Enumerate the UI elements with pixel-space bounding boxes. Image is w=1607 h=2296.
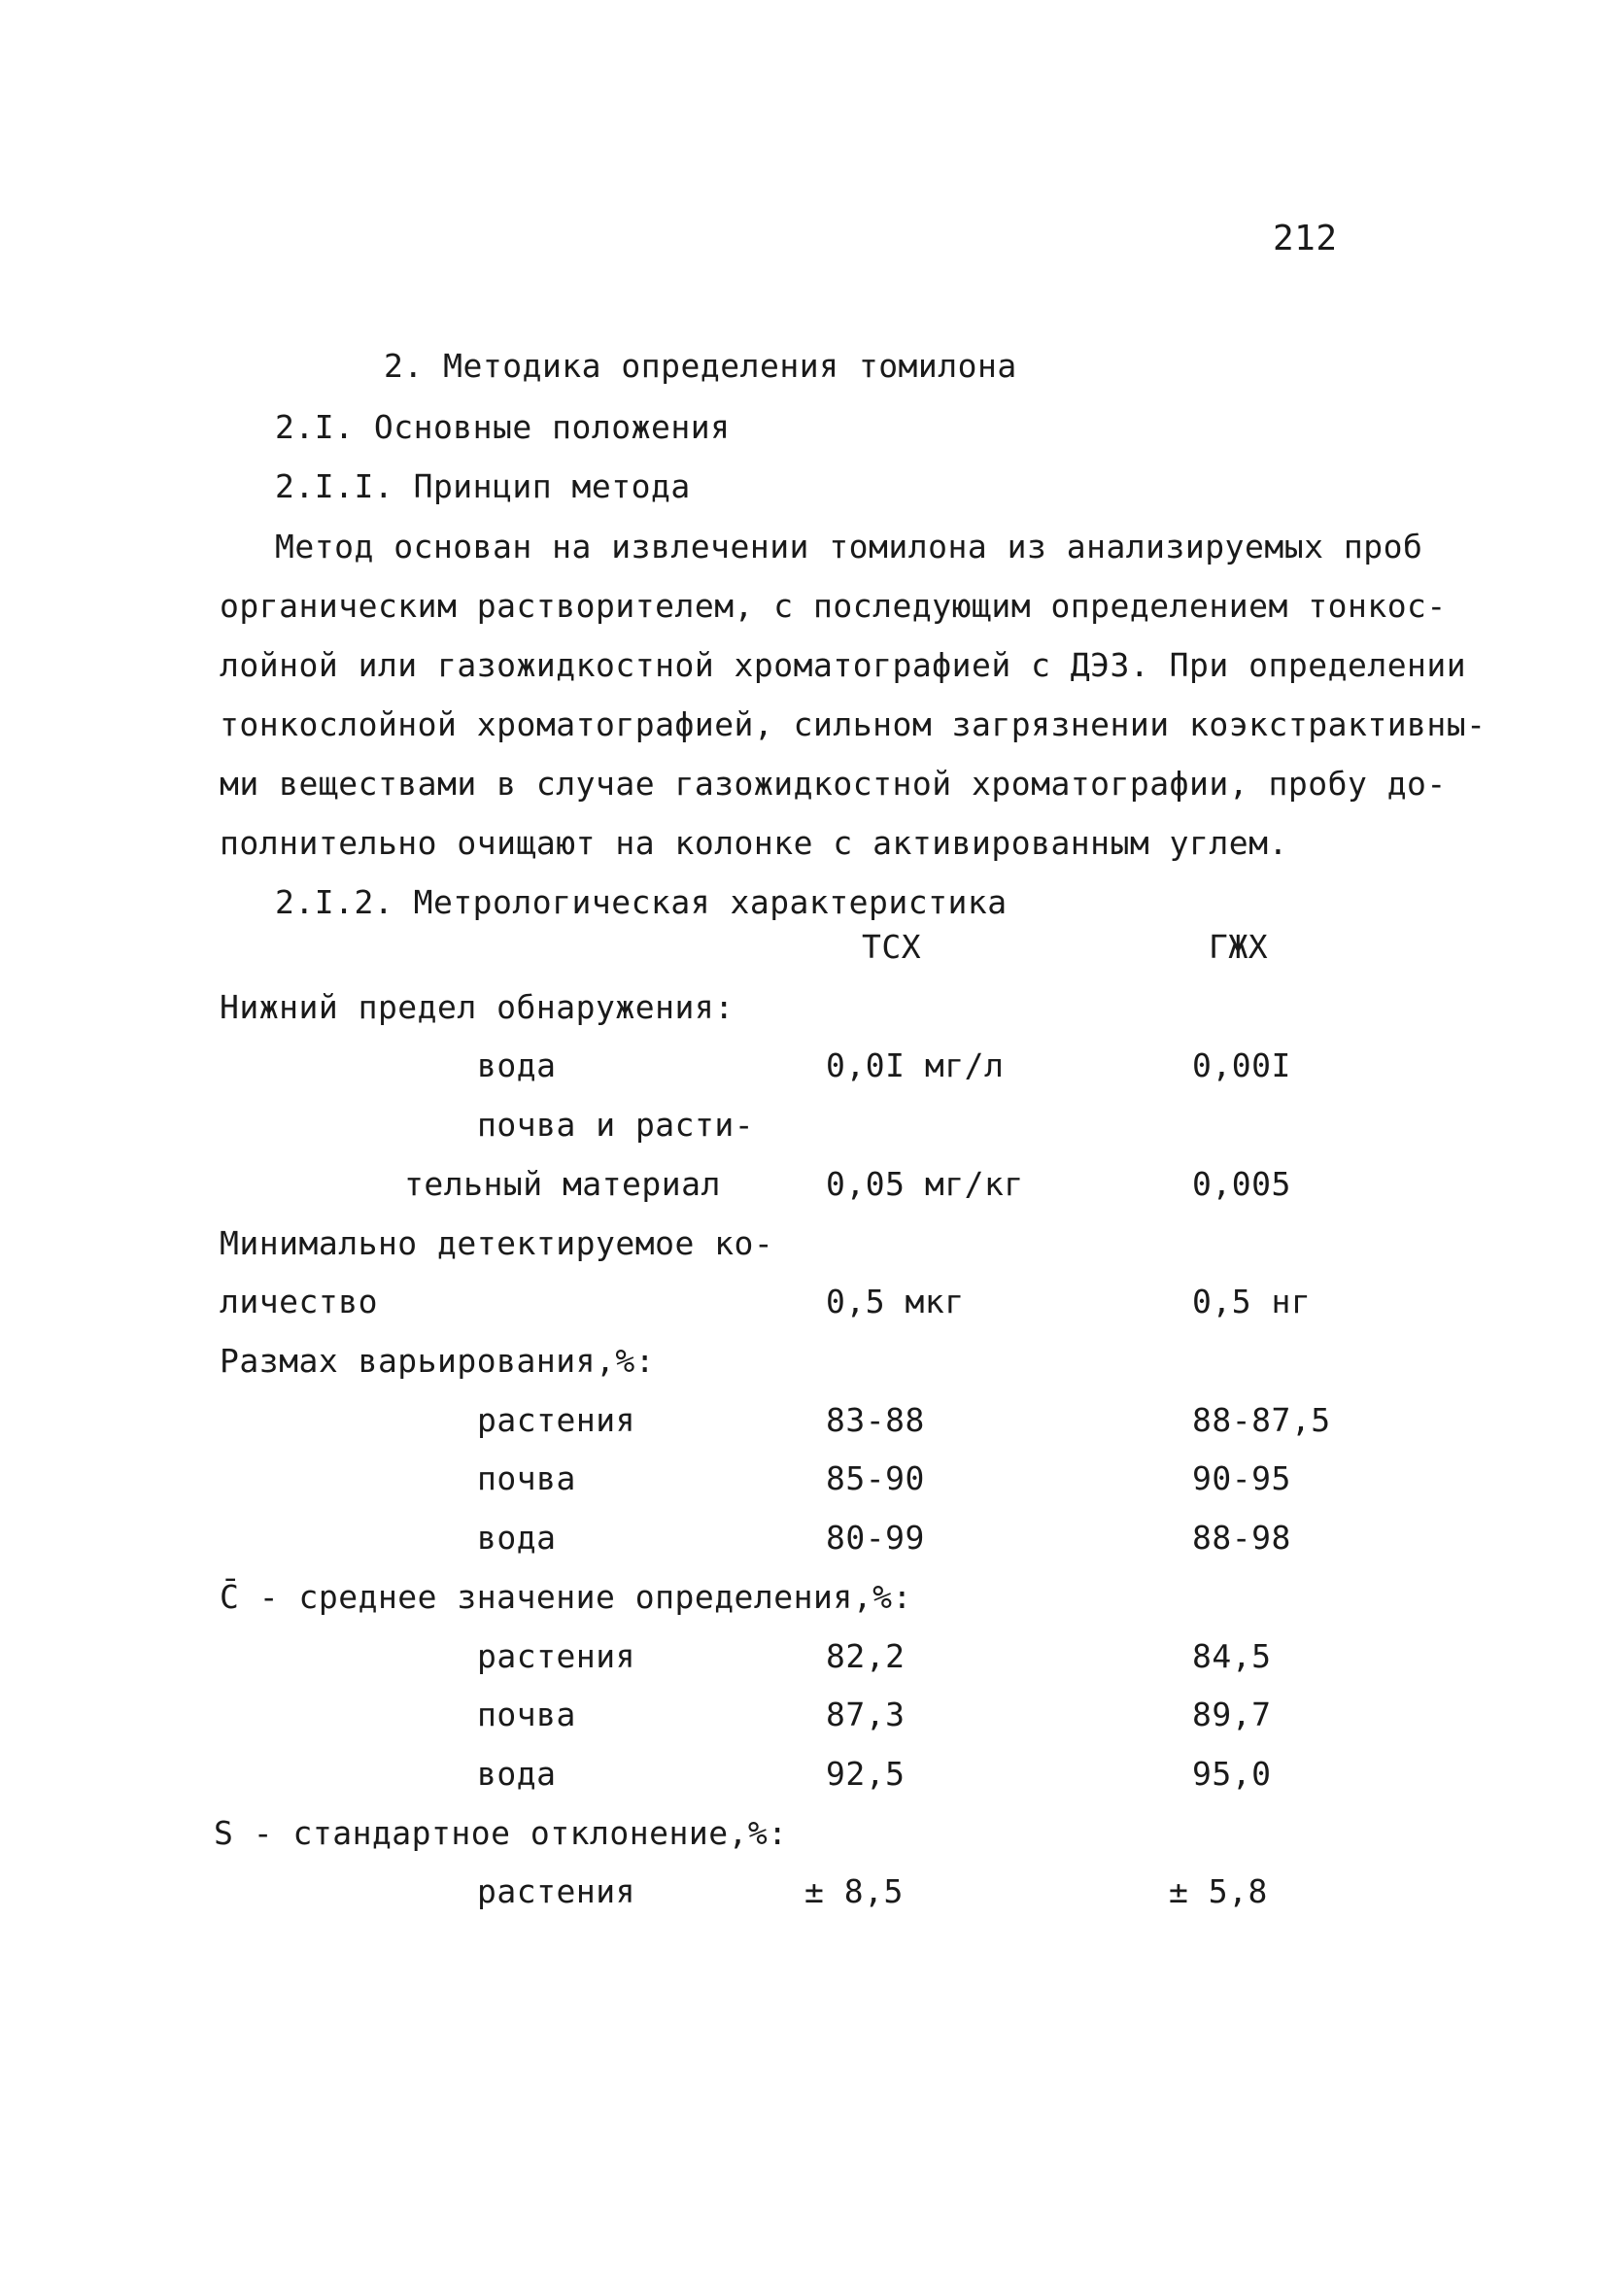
cell-tsx: 82,2 (826, 1637, 906, 1675)
row-label: растения (477, 1872, 635, 1910)
cell-gzhx: 90-95 (1192, 1459, 1291, 1497)
cell-gzhx: 0,00I (1192, 1046, 1291, 1084)
paragraph-line: лойной или газожидкостной хроматографией с ДЭЗ. При определении (220, 646, 1467, 684)
row-label: почва (477, 1696, 576, 1733)
cell-tsx: 0,05 мг/кг (826, 1165, 1024, 1203)
cell-gzhx: 88-98 (1192, 1519, 1291, 1557)
column-header-gzhx: ГЖХ (1209, 928, 1269, 966)
row-label: вода (477, 1755, 557, 1793)
subsection-heading: 2.I.I. Принцип метода (275, 467, 691, 505)
cell-tsx: 92,5 (826, 1755, 906, 1793)
subsection-heading: 2.I.2. Метрологическая характеристика (275, 883, 1008, 921)
cell-tsx: 0,5 мкг (826, 1283, 965, 1320)
cell-gzhx: 0,005 (1192, 1165, 1291, 1203)
cell-gzhx: 88-87,5 (1192, 1401, 1331, 1439)
cell-gzhx: 84,5 (1192, 1637, 1272, 1675)
cell-gzhx: 0,5 нг (1192, 1283, 1312, 1320)
row-group-label: Минимально детектируемое ко- (220, 1224, 774, 1262)
cell-gzhx: 95,0 (1192, 1755, 1272, 1793)
row-label: вода (477, 1519, 557, 1557)
cell-tsx: 0,0I мг/л (826, 1046, 1005, 1084)
page-number: 212 (1273, 219, 1338, 258)
cell-tsx: ± 8,5 (804, 1872, 904, 1910)
row-label: тельный материал (404, 1165, 721, 1203)
column-header-tsx: ТСХ (862, 928, 922, 966)
cell-gzhx: 89,7 (1192, 1696, 1272, 1733)
row-label: почва (477, 1459, 576, 1497)
paragraph-line: органическим растворителем, с последующим определением тонкос- (220, 587, 1447, 625)
cell-gzhx: ± 5,8 (1169, 1872, 1268, 1910)
paragraph-line: полнительно очищают на колонке с активированным углем. (220, 824, 1288, 862)
row-group-label: S - стандартное отклонение,%: (214, 1814, 788, 1852)
row-label: вода (477, 1046, 557, 1084)
paragraph-line: Метод основан на извлечении томилона из анализируемых проб (275, 528, 1423, 565)
subsection-heading: 2.I. Основные положения (275, 408, 731, 446)
row-label: растения (477, 1637, 635, 1675)
cell-tsx: 85-90 (826, 1459, 925, 1497)
cell-tsx: 83-88 (826, 1401, 925, 1439)
paragraph-line: тонкослойной хроматографией, сильном загрязнении коэкстрактивны- (220, 705, 1487, 743)
paragraph-line: ми веществами в случае газожидкостной хроматографии, пробу до- (220, 765, 1447, 803)
section-title: 2. Методика определения томилона (384, 347, 1017, 385)
cell-tsx: 80-99 (826, 1519, 925, 1557)
row-group-label: Размах варьирования,%: (220, 1342, 656, 1380)
cell-tsx: 87,3 (826, 1696, 906, 1733)
row-group-label: C̄ - среднее значение определения,%: (220, 1578, 912, 1616)
row-group-label: Нижний предел обнаружения: (220, 988, 735, 1026)
row-label: почва и расти- (477, 1106, 755, 1144)
row-group-label: личество (220, 1283, 378, 1320)
row-label: растения (477, 1401, 635, 1439)
